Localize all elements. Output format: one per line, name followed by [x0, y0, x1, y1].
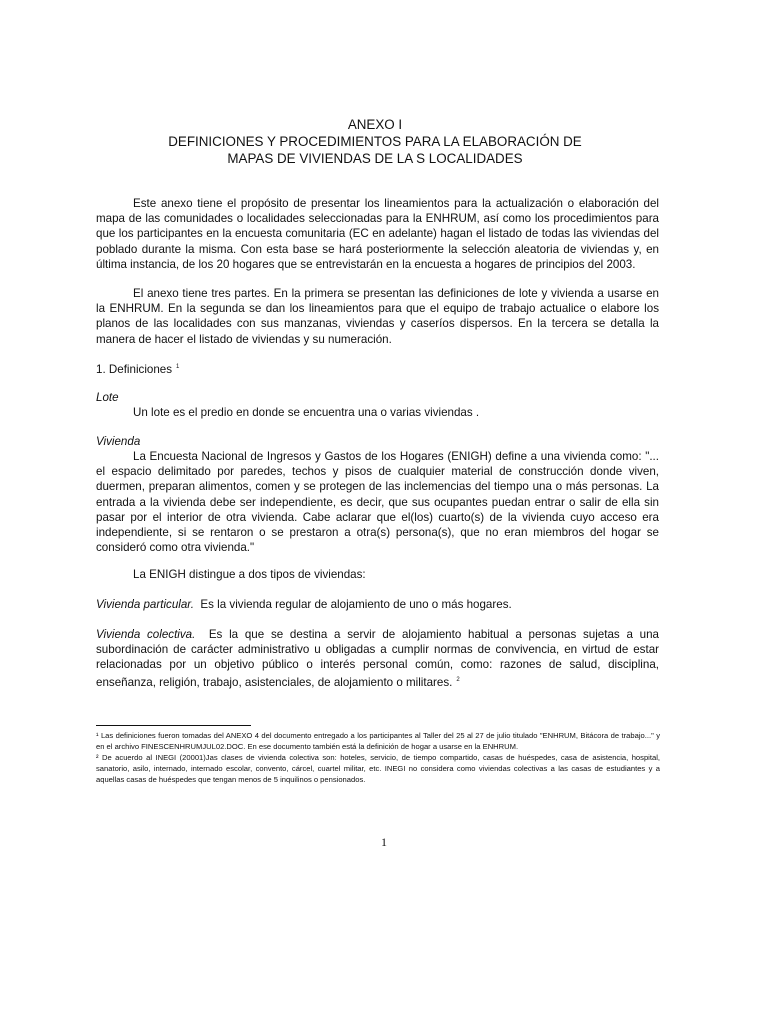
footnote-separator — [96, 725, 251, 726]
term-vivienda-particular: Vivienda particular. — [96, 598, 194, 611]
document-title — [95, 116, 655, 167]
definition-vivienda — [96, 449, 659, 555]
footnote-1: ¹ Las definiciones fueron tomadas del ANEXO 4 del documento entregado a los participantes al Taller del 25 al 27 de julio titulado "ENHRUM, Bitácora de trabajo..." y en el archivo FINESCENHRUMJUL02.DOC. En ese documento también está la definición de hogar a usarse en la ENHRUM. — [96, 731, 660, 751]
section-heading-definiciones — [96, 360, 659, 377]
page-number: 1 — [381, 835, 387, 849]
section-heading-text: 1. Definiciones — [96, 362, 173, 376]
term-vivienda: Vivienda — [96, 435, 141, 448]
title-line-3: MAPAS DE VIVIENDAS DE LA S LOCALIDADES — [227, 151, 523, 166]
term-lote: Lote — [96, 391, 119, 404]
intro-paragraph-1 — [96, 196, 659, 272]
intro-paragraph-1-text: Este anexo tiene el propósito de presentar los lineamientos para la actualización o elaboración del mapa de las comunidades o localidades seleccionadas para la ENHRUM, así como los procedimientos para que los participantes en la encuesta comunitaria (EC en adelante) hagan el listado de todas las viviendas del poblado durante la misma. Con esta base se hará posteriormente la selección aleatoria de viviendas y, en última instancia, de los 20 hogares que se entrevistarán en la encuesta a hogares de principios del 2003. — [96, 197, 659, 271]
vivienda-particular-line — [96, 597, 659, 612]
footnote-2: ² De acuerdo al INEGI (20001)Jas clases de vivienda colectiva son: hoteles, servicio, de tiempo compartido, casas de huéspedes, casa de asistencia, hospital, sanatorio, asilo, internado, internado escolar, convento, cárcel, cuartel militar, etc. INEGI no considera como viviendas colectivas a las casas de estudiantes y a aquellas casas de huéspedes que tengan menos de 5 inquilinos o pensionados. — [96, 753, 660, 784]
definition-lote: Un lote es el predio en donde se encuentra una o varias viviendas . — [133, 406, 480, 419]
footnotes — [96, 730, 660, 785]
intro-paragraph-2-text: El anexo tiene tres partes. En la primera se presentan las definiciones de lote y vivienda a usarse en la ENHRUM. En la segunda se dan los lineamientos para que el equipo de trabajo actualice o elabore los planos de las localidades con sus manzanas, viviendas y caseríos dispersos. En la tercera se detalla la manera de hacer el listado de viviendas y su numeración. — [96, 287, 659, 346]
definition-vivienda-particular: Es la vivienda regular de alojamiento de uno o más hogares. — [200, 598, 512, 611]
footnote-ref-2: 2 — [456, 676, 460, 683]
footnote-ref-1: 1 — [176, 364, 180, 370]
intro-paragraph-2 — [96, 286, 659, 347]
term-vivienda-colectiva: Vivienda colectiva. — [96, 628, 196, 641]
title-line-2: DEFINICIONES Y PROCEDIMIENTOS PARA LA ELABORACIÓN DE — [168, 134, 582, 149]
title-annex-label: ANEXO I — [347, 117, 403, 132]
definition-vivienda-colectiva: Es la que se destina a servir de alojamiento habitual a personas sujetas a una subordinación de carácter administrativo u obligadas a cumplir normas de convivencia, en virtud de estar relacionadas por un objetivo público o interés personal común, como: razones de salud, disciplina, enseñanza, religión, trabajo, asistenciales, de alojamiento o militares. — [96, 628, 659, 689]
definition-vivienda-text: La Encuesta Nacional de Ingresos y Gastos de los Hogares (ENIGH) define a una vivienda como: "... el espacio delimitado por paredes, techos y pisos de cualquier material de construcción donde viven, duermen, preparan alimentos, comen y se protegen de las inclemencias del tiempo una o más personas. La entrada a la vivienda debe ser independiente, es decir, que sus ocupantes puedan entrar o salir de ella sin pasar por el interior de otra vivienda. Cabe aclarar que el(los) cuarto(s) de la vivienda cuyo acceso era independiente, si se rentaron o se prestaron a otra(s) persona(s), que no eran miembros del hogar se consideró como otra vivienda." — [96, 450, 659, 555]
enigh-types-line: La ENIGH distingue a dos tipos de viviendas: — [133, 568, 366, 581]
vivienda-colectiva-line — [96, 627, 659, 690]
